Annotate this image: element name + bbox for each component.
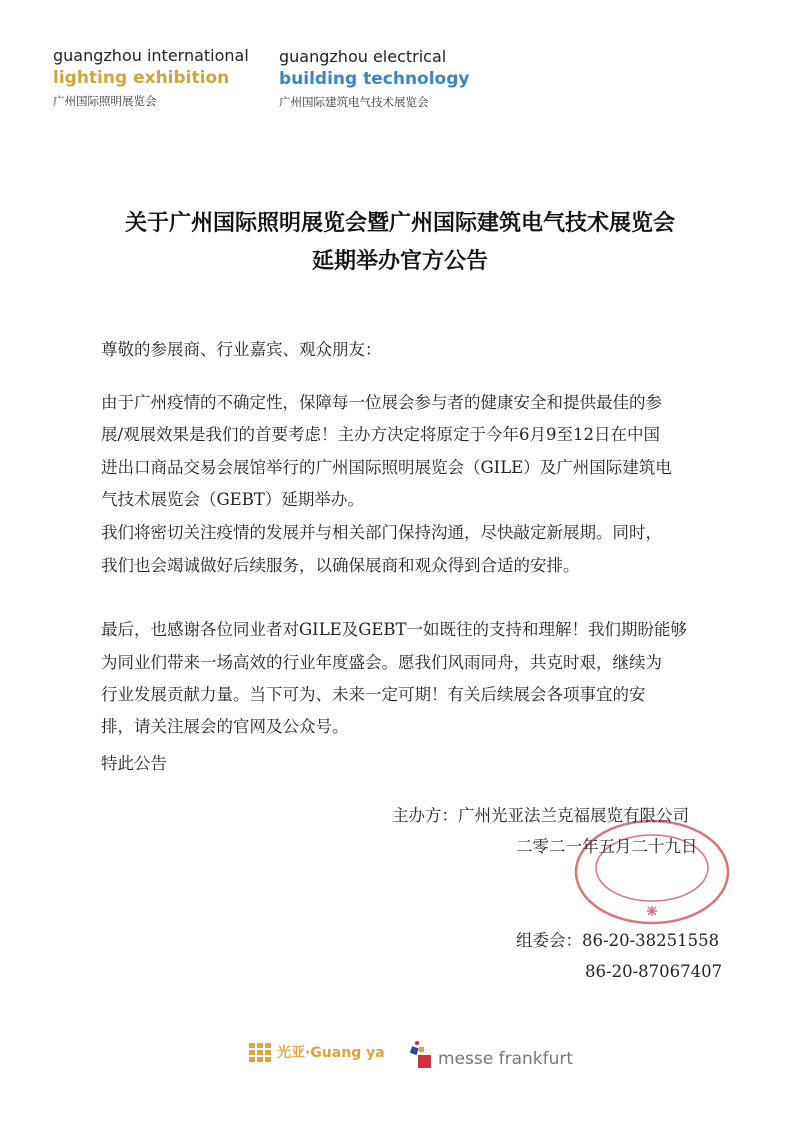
organizer: 主办方：广州光亚法兰克福展览有限公司 [392, 806, 689, 825]
company-seal [573, 818, 731, 926]
paragraph-1-line: 展/观展效果是我们的首要考虑！主办方决定将原定于今年6月9至12日在中国 [101, 425, 661, 444]
paragraph-2-line: 我们也会竭诚做好后续服务，以确保展商和观众得到合适的安排。 [101, 556, 580, 575]
logo-building-technology [279, 45, 470, 114]
logo-line2: building technology [279, 69, 470, 89]
messe-frankfurt-logo [410, 1040, 573, 1070]
messe-text: messe frankfurt [438, 1049, 574, 1069]
paragraph-3-line: 最后，也感谢各位同业者对GILE及GEBT一如既往的支持和理解！我们期盼能够 [101, 620, 688, 639]
guangya-text: 光亚·Guang ya [277, 1045, 385, 1061]
logo-lighting-exhibition [53, 44, 249, 113]
paragraph-3-line: 为同业们带来一场高效的行业年度盛会。愿我们风雨同舟，共克时艰，继续为 [101, 653, 662, 672]
phone1: 86-20-38251558 [582, 931, 720, 950]
seal-star-icon [647, 906, 657, 916]
logo-line1: guangzhou international [53, 46, 249, 65]
title-line1: 关于广州国际照明展览会暨广州国际建筑电气技术展览会 [124, 210, 675, 236]
title-line2: 延期举办官方公告 [311, 248, 488, 274]
messe-cubes-icon [410, 1041, 432, 1069]
paragraph-1-line: 进出口商品交易会展馆举行的广州国际照明展览会（GILE）及广州国际建筑电 [101, 458, 672, 477]
date: 二零二一年五月二十九日 [516, 837, 698, 856]
paragraph-1-line: 由于广州疫情的不确定性，保障每一位展会参与者的健康安全和提供最佳的参 [101, 393, 662, 412]
paragraph-2-line: 我们将密切关注疫情的发展并与相关部门保持沟通，尽快敲定新展期。同时， [101, 523, 662, 542]
paragraph-1-line: 气技术展览会（GEBT）延期举办。 [101, 490, 364, 509]
contact-phone1 [516, 930, 719, 952]
phone2: 86-20-87067407 [585, 962, 723, 981]
logo-cn: 广州国际建筑电气技术展览会 [279, 95, 429, 109]
guangya-logo [249, 1042, 385, 1064]
logo-cn: 广州国际照明展览会 [53, 94, 157, 108]
contact-label: 组委会： [516, 931, 582, 950]
logo-line2: lighting exhibition [53, 68, 230, 88]
paragraph-3-line: 排，请关注展会的官网及公众号。 [101, 717, 349, 736]
paragraph-3-line: 行业发展贡献力量。当下可为、未来一定可期！有关后续展会各项事宜的安 [101, 685, 646, 704]
guangya-grid-icon [249, 1043, 271, 1063]
greeting: 尊敬的参展商、行业嘉宾、观众朋友： [101, 340, 382, 359]
closing: 特此公告 [101, 754, 167, 773]
logo-line1: guangzhou electrical [279, 47, 447, 66]
